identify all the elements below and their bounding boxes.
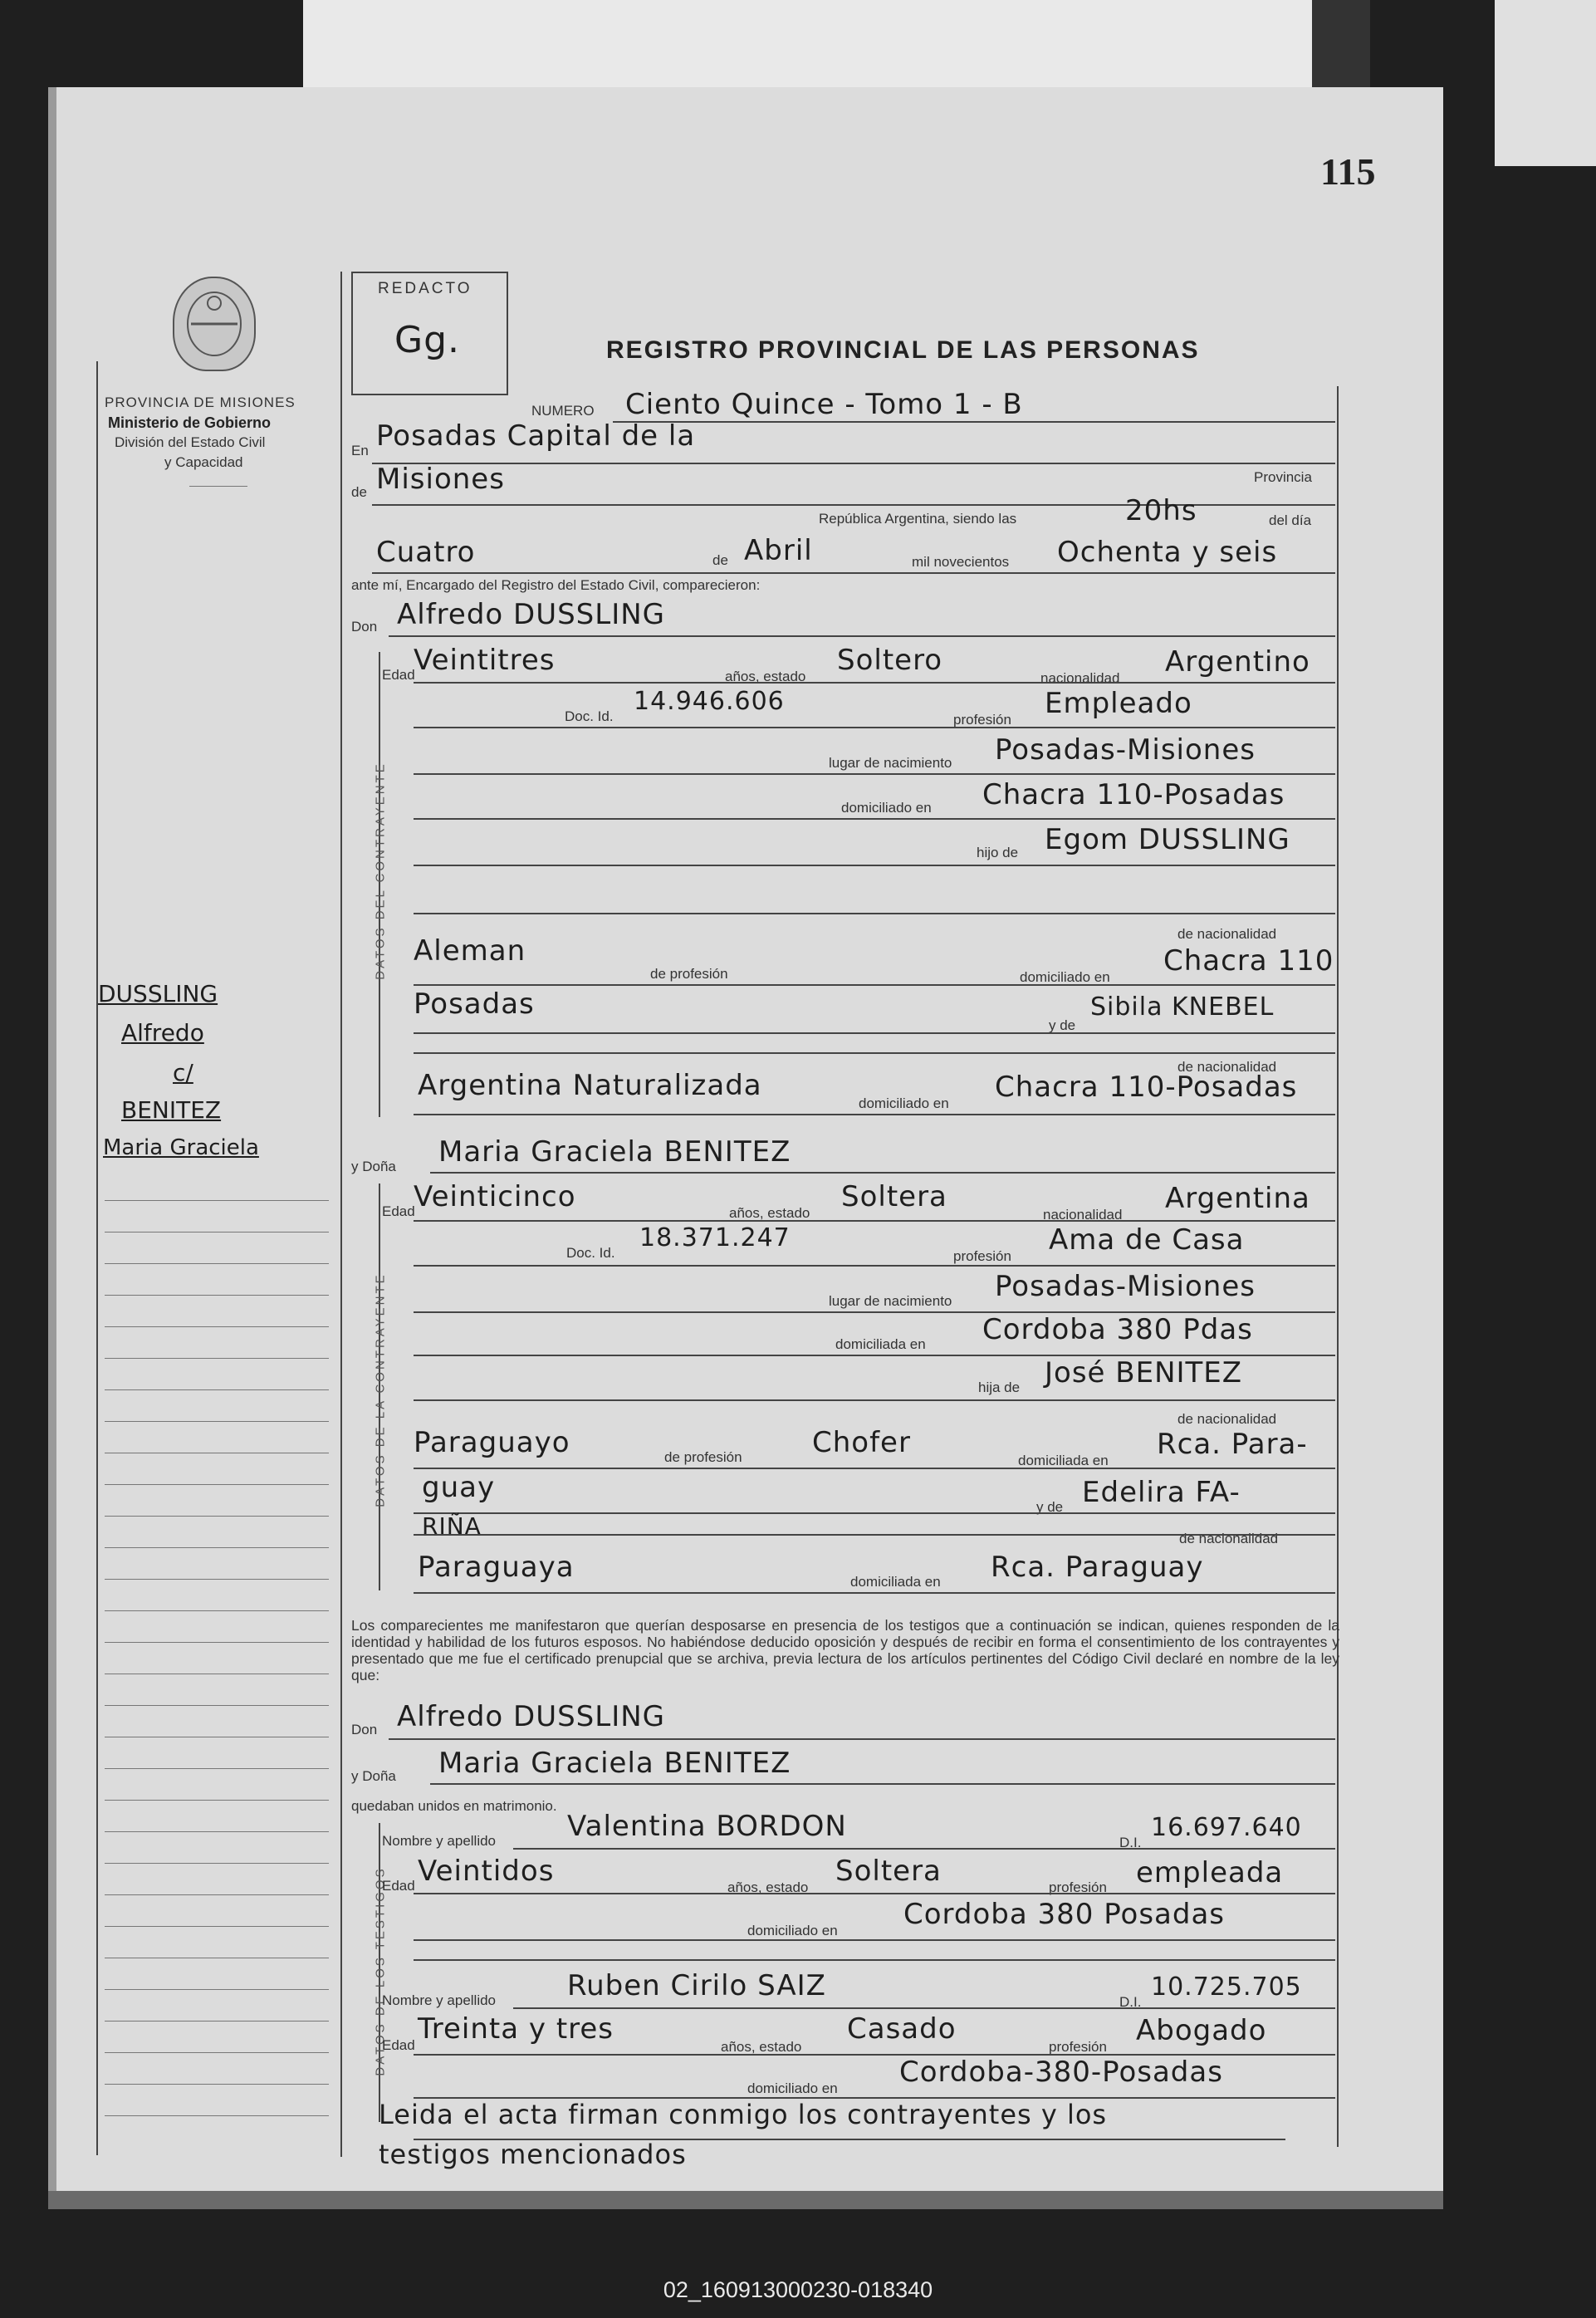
margin-rule-line: [105, 1326, 329, 1327]
margin-rule-line: [105, 1232, 329, 1233]
margin-rule-right: [340, 272, 342, 2157]
divider: [189, 486, 247, 487]
bride-padre-dom2: guay: [422, 1471, 496, 1504]
groom-de-prof-label: de profesión: [650, 966, 728, 982]
bride-prof-label: profesión: [953, 1248, 1011, 1264]
en-label: En: [351, 443, 369, 458]
margin-note-line-5: Maria Graciela: [103, 1135, 259, 1160]
groom-hijo-line: [414, 865, 1335, 866]
w1-edad-label: Edad: [382, 1878, 415, 1894]
book-cover-top: [303, 0, 1349, 98]
bride-nac-label: nacionalidad: [1043, 1207, 1123, 1223]
bride-doc-label: Doc. Id.: [566, 1245, 615, 1261]
groom-nac: Argentino: [1165, 645, 1310, 679]
w2-dom: Cordoba-380-Posadas: [899, 2056, 1223, 2089]
seal-icon: [174, 278, 254, 370]
province-line-4: y Capacidad: [164, 454, 243, 470]
groom-padre-line: [414, 984, 1335, 986]
groom-prof-label: profesión: [953, 712, 1011, 728]
margin-rule-line: [105, 1800, 329, 1801]
margin-rule-line: [105, 1705, 329, 1706]
bride-hija-line: [414, 1399, 1335, 1401]
margin-rule-line: [105, 1863, 329, 1864]
scan-id-footer: 02_160913000230-018340: [663, 2277, 933, 2302]
bride-dona-label: y Doña: [351, 1159, 396, 1174]
margin-note-line-2: Alfredo: [121, 1019, 204, 1046]
bride-padre: José BENITEZ: [1045, 1356, 1243, 1389]
corner-paper: [1495, 0, 1596, 166]
w1-di-label: D.I.: [1119, 1835, 1142, 1850]
bride-side-label: DATOS DE LA CONTRAYENTE: [373, 1272, 388, 1507]
w2-di-label: D.I.: [1119, 1994, 1142, 2010]
bride-padre-nac: Paraguayo: [414, 1426, 570, 1459]
w2-name: Ruben Cirilo SAIZ: [567, 1969, 826, 2002]
groom-madre: Sibila KNEBEL: [1090, 992, 1275, 1022]
groom-lugar: Posadas-Misiones: [995, 733, 1256, 767]
decl-quedaban: quedaban unidos en matrimonio.: [351, 1798, 557, 1814]
witness-side-label: DATOS DE LOS TESTIGOS: [373, 1866, 388, 2076]
margin-note-line-1: DUSSLING: [98, 980, 218, 1007]
decl-dona: Maria Graciela BENITEZ: [438, 1747, 791, 1780]
decl-dona-label: y Doña: [351, 1768, 396, 1784]
groom-madre-dom-label: domiciliado en: [859, 1095, 949, 1111]
bride-edad-label: Edad: [382, 1203, 415, 1219]
province-line-1: PROVINCIA DE MISIONES: [105, 395, 296, 410]
ante-text: ante mí, Encargado del Registro del Estado Civil, comparecieron:: [351, 577, 761, 593]
groom-nac-label: nacionalidad: [1040, 670, 1120, 686]
groom-madre-nac-line: [414, 1052, 1335, 1054]
bride-madre-line: [414, 1512, 1335, 1514]
margin-rule-line: [105, 1200, 329, 1201]
bride-anios-label: años, estado: [729, 1205, 810, 1221]
w1-dom: Cordoba 380 Posadas: [903, 1898, 1226, 1931]
numero-value: Ciento Quince - Tomo 1 - B: [625, 388, 1023, 421]
provincia-label: Provincia: [1254, 469, 1312, 485]
bride-edad: Veinticinco: [414, 1180, 576, 1213]
margin-rule-line: [105, 1989, 329, 1990]
margin-rule-line: [105, 1358, 329, 1359]
numero-label: NUMERO: [531, 403, 595, 419]
margin-rule-line: [105, 2084, 329, 2085]
margin-rule-line: [105, 1421, 329, 1422]
groom-edad: Veintitres: [414, 644, 556, 677]
groom-prof: Empleado: [1045, 687, 1192, 720]
groom-y-de-label: y de: [1049, 1017, 1076, 1033]
w1-edad-line: [414, 1893, 1335, 1894]
de-label: de: [351, 484, 367, 500]
de-mes-label: de: [712, 552, 728, 568]
bride-de-prof-label: de profesión: [664, 1449, 742, 1465]
margin-rule-line: [105, 1768, 329, 1769]
groom-name-line: [389, 635, 1335, 637]
decl-don-label: Don: [351, 1722, 378, 1737]
bride-madre-2: RIÑA: [422, 1512, 482, 1540]
page-bottom-edge: [48, 2191, 1443, 2209]
bride-edad-line: [414, 1220, 1335, 1222]
w2-anios-label: años, estado: [721, 2039, 802, 2055]
hora-value: 20hs: [1125, 494, 1197, 527]
w1-di: 16.697.640: [1151, 1813, 1302, 1842]
bride-y-de-label: y de: [1036, 1499, 1064, 1515]
redacto-initial: Gg.: [394, 319, 461, 361]
w1-prof-label: profesión: [1049, 1879, 1107, 1895]
bride-madre: Edelira FA-: [1082, 1476, 1241, 1509]
anio-value: Ochenta y seis: [1057, 536, 1278, 569]
groom-name: Alfredo DUSSLING: [397, 598, 665, 631]
bride-lugar: Posadas-Misiones: [995, 1270, 1256, 1303]
w2-edad: Treinta y tres: [418, 2012, 614, 2046]
margin-rule-line: [105, 1642, 329, 1643]
margin-rule-line: [105, 1516, 329, 1517]
groom-madre-nac: Argentina Naturalizada: [418, 1069, 762, 1102]
bride-hija-label: hija de: [978, 1380, 1021, 1395]
groom-side-label: DATOS DEL CONTRAYENTE: [373, 762, 388, 980]
groom-doc: 14.946.606: [634, 687, 785, 716]
coat-of-arms-seal: [173, 277, 256, 371]
register-page: [48, 87, 1443, 2209]
declaration-text: Los comparecientes me manifestaron que querían desposarse en presencia de los testigos que a continuación se indican, quienes responden de la identidad y habilidad de los futuros esposos. No habiéndose deducido oposición y después de recibir en forma el consentimiento de los contrayentes y presentado que me fue el certificado prenupcial que se archiva, previa lectura de los artículos pertinentes del Código Civil declaré en nombre de la ley que:: [351, 1617, 1339, 1683]
w1-name-line: [513, 1848, 1335, 1850]
groom-hijo-label: hijo de: [977, 845, 1019, 860]
bride-padre-dom: Rca. Para-: [1157, 1428, 1308, 1461]
bride-nac: Argentina: [1165, 1182, 1310, 1215]
groom-padre-dom: Chacra 110: [1163, 944, 1334, 978]
groom-padre: Egom DUSSLING: [1045, 823, 1290, 856]
groom-dom-line: [414, 818, 1335, 820]
bride-doc-line: [414, 1265, 1335, 1267]
republica-label: República Argentina, siendo las: [819, 511, 1017, 527]
w2-estado: Casado: [847, 2012, 957, 2046]
bride-de-nac-label: de nacionalidad: [1177, 1411, 1277, 1427]
w-sep-line: [414, 1959, 1335, 1961]
province-line-3: División del Estado Civil: [115, 434, 266, 450]
de-value: Misiones: [376, 463, 505, 496]
w1-prof: empleada: [1136, 1856, 1284, 1889]
bride-madre-nac: Paraguaya: [418, 1551, 575, 1584]
margin-rule-line: [105, 1926, 329, 1927]
groom-anios-label: años, estado: [725, 669, 806, 684]
en-value: Posadas Capital de la: [376, 419, 696, 453]
margin-rule-line: [105, 1547, 329, 1548]
dia-value: Cuatro: [376, 536, 476, 569]
margin-rule-line: [105, 2052, 329, 2053]
bride-madre-dom: Rca. Paraguay: [991, 1551, 1204, 1584]
groom-don-label: Don: [351, 619, 378, 635]
margin-rule-line: [105, 1295, 329, 1296]
mil-label: mil novecientos: [912, 554, 1010, 570]
fecha-line: [372, 572, 1335, 574]
groom-estado: Soltero: [837, 644, 943, 677]
margin-rule-line: [105, 1263, 329, 1264]
bride-estado: Soltera: [841, 1180, 947, 1213]
groom-padre-nac-line: [414, 913, 1335, 914]
groom-padre-dom2: Posadas: [414, 987, 535, 1021]
groom-madre-nac-label: de nacionalidad: [1177, 1059, 1277, 1075]
w1-nombre-label: Nombre y apellido: [382, 1833, 497, 1849]
groom-doc-label: Doc. Id.: [565, 708, 614, 724]
w1-edad: Veintidos: [418, 1855, 555, 1888]
margin-rule-line: [105, 1484, 329, 1485]
bride-padre-dom-label: domiciliada en: [1018, 1453, 1109, 1468]
bride-prof: Ama de Casa: [1049, 1223, 1245, 1257]
groom-padre-dom-label: domiciliado en: [1020, 969, 1110, 985]
page-number: 115: [1320, 150, 1376, 193]
w2-nombre-label: Nombre y apellido: [382, 1992, 497, 2008]
w2-prof-label: profesión: [1049, 2039, 1107, 2055]
redacto-box: [351, 272, 508, 395]
w1-dom-line: [414, 1939, 1335, 1941]
decl-don-line: [389, 1738, 1335, 1740]
del-dia-label: del día: [1269, 512, 1312, 528]
closing-line-2: testigos mencionados: [379, 2139, 687, 2170]
groom-dom: Chacra 110-Posadas: [982, 778, 1285, 811]
decl-dona-line: [430, 1783, 1335, 1785]
margin-rule-line: [105, 1894, 329, 1895]
closing-line-1: Leida el acta firman conmigo los contrayentes y los: [379, 2099, 1108, 2130]
groom-doc-line: [414, 727, 1335, 728]
w1-estado: Soltera: [835, 1855, 942, 1888]
bride-doc: 18.371.247: [639, 1223, 791, 1252]
decl-don: Alfredo DUSSLING: [397, 1700, 665, 1733]
bride-madre-dom-line: [414, 1592, 1335, 1594]
w2-edad-label: Edad: [382, 2037, 415, 2053]
groom-edad-label: Edad: [382, 667, 415, 683]
margin-rule-left: [96, 361, 98, 2155]
mes-value: Abril: [744, 534, 813, 567]
bride-padre-line: [414, 1468, 1335, 1469]
numero-line: [613, 421, 1335, 423]
margin-note-line-4: BENITEZ: [121, 1096, 222, 1124]
groom-de-nac-label: de nacionalidad: [1177, 926, 1277, 942]
margin-rule-line: [105, 2021, 329, 2022]
groom-lugar-label: lugar de nacimiento: [829, 755, 952, 771]
margin-rule-line: [105, 2115, 329, 2116]
bride-name-line: [430, 1172, 1335, 1174]
page-edge: [48, 87, 56, 2209]
bride-dom: Cordoba 380 Pdas: [982, 1313, 1253, 1346]
province-line-2: Ministerio de Gobierno: [108, 414, 272, 431]
margin-rule-line: [105, 1831, 329, 1832]
frame-right: [1337, 386, 1339, 2147]
en-line: [372, 463, 1335, 464]
bride-madre-dom-label: domiciliada en: [850, 1574, 941, 1590]
w2-name-line: [513, 2007, 1335, 2009]
groom-padre-nac: Aleman: [414, 934, 526, 968]
groom-edad-line: [414, 682, 1335, 684]
margin-note-line-3: c/: [173, 1059, 193, 1086]
w1-dom-label: domiciliado en: [747, 1923, 838, 1938]
w1-name: Valentina BORDON: [567, 1810, 847, 1843]
w1-anios-label: años, estado: [727, 1879, 809, 1895]
w2-prof: Abogado: [1136, 2014, 1267, 2047]
w2-di: 10.725.705: [1151, 1973, 1302, 2002]
groom-dom-label: domiciliado en: [841, 800, 932, 816]
bride-madre-nac-label: de nacionalidad: [1179, 1531, 1279, 1546]
margin-rule-line: [105, 1579, 329, 1580]
margin-rule-line: [105, 1389, 329, 1390]
redacto-label: REDACTO: [378, 280, 472, 297]
bride-padre-prof: Chofer: [812, 1426, 911, 1459]
bride-name: Maria Graciela BENITEZ: [438, 1135, 791, 1169]
groom-madre-dom-line: [414, 1114, 1335, 1115]
bride-dom-label: domiciliada en: [835, 1336, 926, 1352]
groom-madre-dom: Chacra 110-Posadas: [995, 1071, 1298, 1104]
registry-title: REGISTRO PROVINCIAL DE LAS PERSONAS: [606, 336, 1200, 364]
groom-lugar-line: [414, 773, 1335, 775]
bride-lugar-label: lugar de nacimiento: [829, 1293, 952, 1309]
bride-madre-nac-line: [414, 1534, 1335, 1536]
groom-madre-line: [414, 1032, 1335, 1034]
margin-rule-line: [105, 1610, 329, 1611]
w2-dom-label: domiciliado en: [747, 2080, 838, 2096]
